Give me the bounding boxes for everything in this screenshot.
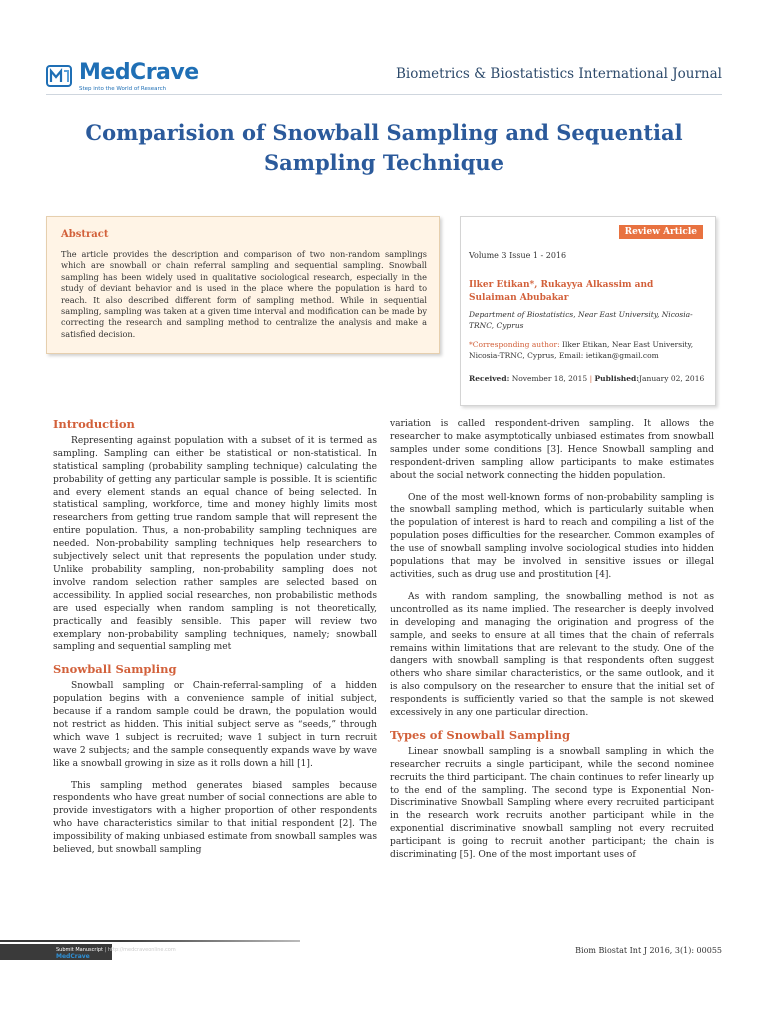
published-date: January 02, 2016 — [639, 374, 705, 383]
header-divider — [46, 94, 722, 95]
body-column-right — [390, 418, 714, 862]
published-label: Published: — [594, 374, 640, 383]
snowball-paragraph-1: Snowball sampling or Chain-referral-sampling of a hidden population begins with a convenience sample of initial subject, because if a random sample could be drawn, the population would not restrict as hidden. This initial subject serve as “seeds,” through which wave 1 subject is recruited; wave 1 subject in turn recruit wave 2 subjects; and the sample consequently expands wave by wave like a snowball growing in size as it rolls down a hill [1]. — [53, 681, 377, 769]
submit-manuscript-label: Submit Manuscript — [56, 947, 103, 953]
article-title: Comparision of Snowball Sampling and Sequential Sampling Technique — [85, 120, 683, 175]
corresponding-author-email[interactable]: ietikan@gmail.com — [585, 351, 659, 360]
column2-paragraph-3: As with random sampling, the snowballing method is not as uncontrolled as its name implied. The researcher is deeply involved in developing and managing the origination and progress of the sample, and seeks to ensure at all times that the chain of referrals remains within limitations that are relevant to the study. One of the dangers with snowball sampling is that respondents often suggest others who share similar characteristics, or the same outlook, and it is also compulsory on the researcher to ensure that the initial set of respondents is sufficiently varied so that the sample is not skewed excessively in any one particular direction. — [390, 591, 714, 719]
abstract-heading: Abstract — [61, 229, 109, 240]
authors[interactable]: Ilker Etikan*, Rukayya Alkassim and Sulaiman Abubakar — [469, 280, 654, 303]
medcrave-logo-icon — [46, 63, 74, 89]
abstract-box — [46, 216, 440, 354]
citation: Biom Biostat Int J 2016, 3(1): 00055 — [575, 946, 722, 955]
snowball-paragraph-2: This sampling method generates biased samples because respondents who have great number of social connections are able to provide investigators with a higher proportion of other respondents who have characteristics similar to that initial respondent [2]. The impossibility of making unbiased estimate from snowball samples was believed, but snowball sampling — [53, 780, 377, 856]
footer-stripe — [0, 940, 300, 942]
column2-paragraph-1: variation is called respondent-driven sampling. It allows the researcher to make asymptotically unbiased estimates from snowball samples under some conditions [3]. Hence Snowball sampling and respondent-driven sampling allow participants to make estimates about the social network connecting the hidden population. — [390, 419, 714, 481]
date-separator: | — [589, 374, 593, 383]
logo-tagline: Step into the World of Research — [79, 86, 167, 92]
introduction-paragraph: Representing against population with a subset of it is termed as sampling. Sampling can either be statistical or non-statistical. In statistical sampling (probability sampling technique) calculating the probability of getting any particular sample is possible. It is scientific and every element stands an equal chance of being selected. In statistical sampling, workforce, time and money highly limits most researchers from getting true random sample that will represent the entire population. Thus, a non-probability sampling techniques are needed. Non-probability sampling techniques help researchers to subjectively select unit that represents the population under study. Unlike probability sampling, non-probability sampling does not involve random selection rather samples are selected based on accessibility. In applied social researches, non probabilistic methods are used especially when random sampling is not theoretically, practically and feasibly sensible. This paper will review two exemplary non-probability sampling techniques, namely; snowball sampling and sequential sampling met — [53, 435, 377, 653]
volume-issue: Volume 3 Issue 1 - 2016 — [469, 251, 567, 260]
logo-wordmark: MedCrave — [79, 60, 199, 85]
medcrave-logo[interactable] — [46, 60, 199, 96]
introduction-heading: Introduction — [53, 417, 135, 431]
received-label: Received: — [469, 374, 510, 383]
corresponding-author-text: Ilker Etikan, Near East University, Nicosia-TRNC, Cyprus, Email: — [469, 340, 694, 360]
submit-manuscript-url: | http://medcraveonline.com — [104, 947, 176, 953]
journal-name: Biometrics & Biostatistics International Journal — [395, 66, 722, 82]
abstract-text: The article provides the description and comparison of two non-random samplings which are snowball or chain referral sampling and sequential sampling. Snowball sampling has been widely used in qualitative sociological research, especially in the study of deviant behavior and is used in the place where the population is hard to reach. It also described different form of sampling method. While in sequential sampling, sampling was taken at a given time interval and modification can be made by correcting the research and sampling method to centralize the analysis and make a satisfied decision. — [61, 249, 427, 339]
article-dates — [469, 373, 705, 384]
snowball-sampling-heading: Snowball Sampling — [53, 662, 177, 677]
corresponding-author — [469, 339, 703, 361]
review-article-badge: Review Article — [619, 225, 703, 239]
column2-paragraph-2: One of the most well-known forms of non-probability sampling is the snowball sampling method, which is particularly suitable when the population of interest is hard to reach and compiling a list of the population poses difficulties for the researcher. Common examples of the use of snowball sampling involve sociological studies into hidden populations that may be involved in sensitive issues or illegal activities, such as drug use and prostitution [4]. — [390, 492, 714, 580]
types-paragraph: Linear snowball sampling is a snowball sampling in which the researcher recruits a single participant, while the second nominee recruits the third participant. The chain continues to refer linearly up to the end of the sampling. The second type is Exponential Non-Discriminative Snowball Sampling where every recruited participant in the research work recruits another participant while in the exponential discriminative snowball sampling not every recruited participant is going to recruit another participant; the chain is discriminating [5]. One of the most important uses of — [390, 746, 714, 861]
received-date: November 18, 2015 — [511, 374, 588, 383]
footer-logo: MedCrave — [56, 953, 90, 960]
corresponding-author-label: *Corresponding author: — [469, 340, 560, 349]
body-column-left — [53, 418, 377, 857]
types-of-snowball-sampling-heading: Types of Snowball Sampling — [390, 727, 571, 742]
article-info-box — [460, 216, 716, 406]
affiliation: Department of Biostatistics, Near East University, Nicosia-TRNC, Cyprus — [469, 310, 693, 330]
